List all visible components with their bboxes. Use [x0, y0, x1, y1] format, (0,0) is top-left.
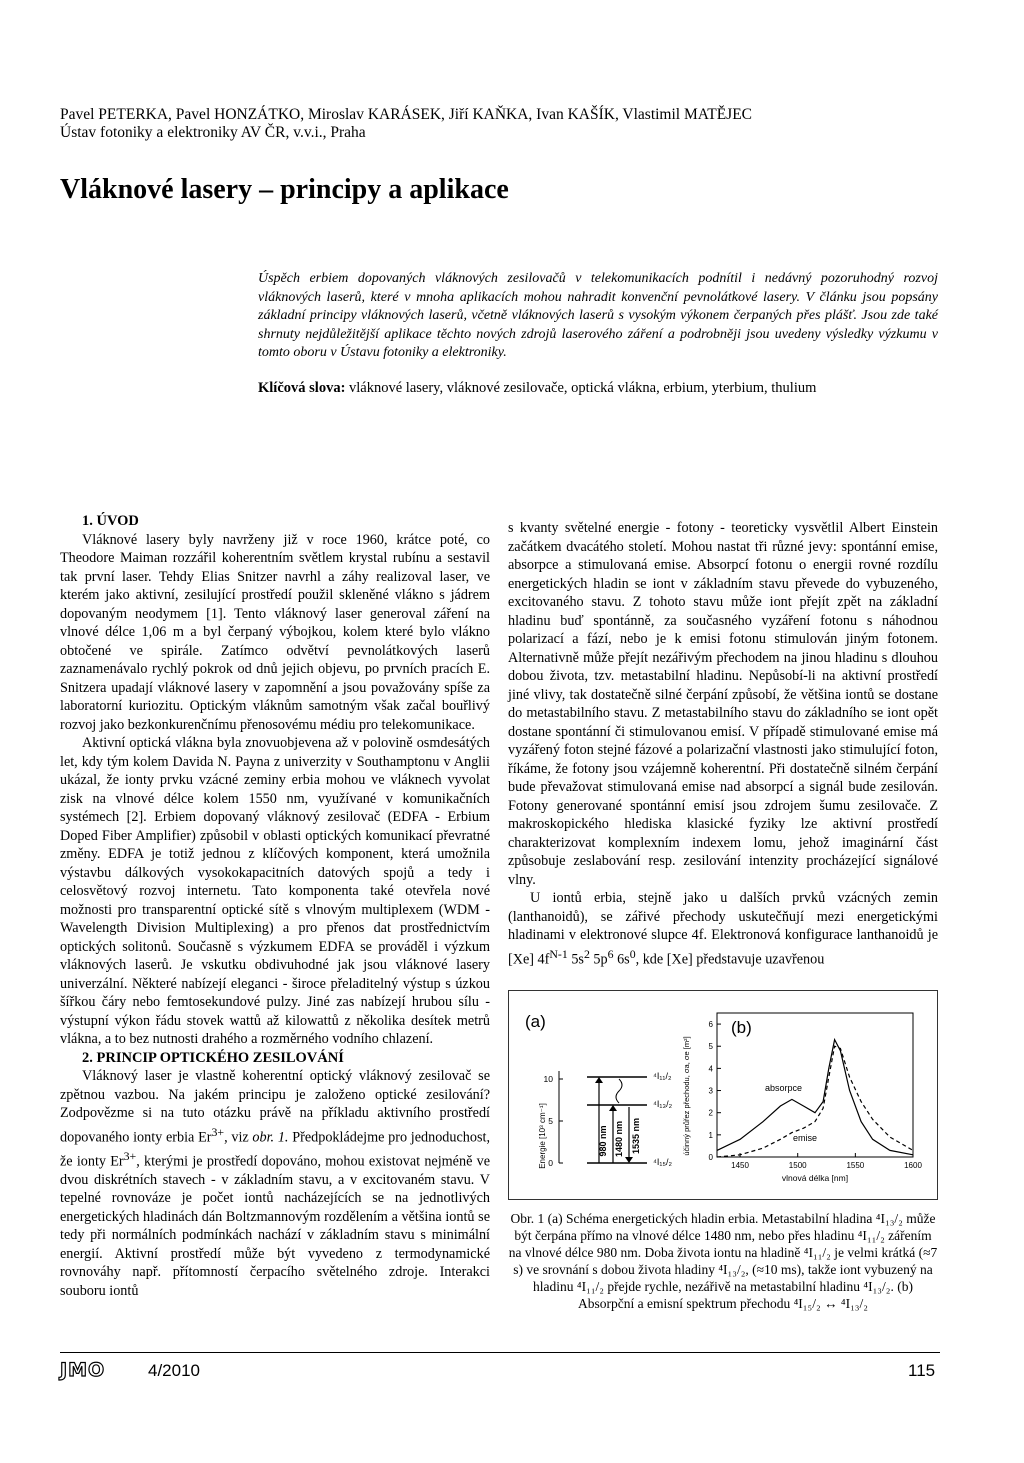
panel-b-label: (b)	[731, 1018, 752, 1037]
x-tick-label: 1550	[846, 1161, 865, 1170]
level-label: ⁴I₁₃/₂	[653, 1099, 673, 1109]
footer-rule	[60, 1352, 940, 1353]
authors: Pavel PETERKA, Pavel HONZÁTKO, Miroslav KARÁSEK, Jiří KAŇKA, Ivan KAŠÍK, Vlastimil MATĚJEC	[60, 106, 753, 123]
a-ytick: 5	[548, 1116, 553, 1126]
y-tick-label: 1	[708, 1130, 713, 1140]
keywords-label: Klíčová slova:	[258, 380, 346, 396]
label-absorpce: absorpce	[765, 1083, 803, 1093]
panel-a-label: (a)	[525, 1012, 546, 1031]
label-emise: emise	[793, 1133, 818, 1143]
abstract: Úspěch erbiem dopovaných vláknových zesilovačů v telekomunikacích podnítil i nedávný pozoruhodný rozvoj vláknových laserů, které v mnoha aplikacích mohou nahradit konvenční pevnolátkové lasery. V článku jsou popsány základní principy vláknových laserů, včetně vláknových laserů s vysokým výkonem čerpaných přes plášť. Jsou zde také shrnuty nejdůležitější aplikace těchto nových zdrojů laserového záření a podrobněji jsou uvedeny výsledky výzkumu v tomto oboru v Ústavu fotoniky a elektroniky.	[258, 271, 938, 360]
y-tick-label: 0	[708, 1153, 713, 1162]
figure-caption	[508, 1210, 938, 1312]
figure-svg	[509, 991, 937, 1199]
x-tick-label: 1500	[788, 1161, 807, 1170]
paragraph: Aktivní optická vlákna byla znovuobjevena až v polovině osmdesátých let, kdy tým kolem Davida N. Payna z univerzity v Southamptonu v Anglii ukázal, že ionty prvku vzácné zeminy erbia mohou ve vláknech vyvolat zisk na vlnové délce kolem 1550 nm, využívané v komunikačních systémech [2]. Erbiem dopovaný vláknový zesilovač (EDFA - Erbium Doped Fiber Amplifier) způsobil v oblasti optických komunikací převratné změny. EDFA je totiž jednou z klíčových komponent, která umožnila výstavbu dálkových vysokokapacitních datových spojů a tedy i celosvětový rozvoj internetu. Tato komponenta také otevřela nové možnosti pro transparentní optické sítě s vlnovým multiplexem (WDM - Wavelength Division Multiplexing) a pro přenos dat prostřednictvím optických solitonů. Současně s výzkumem EDFA se prováděl i výzkum vláknových laserů. Je vskutku obdivuhodné jak jsou vláknové lasery univerzální. Některé nabízejí eleganci - široce přeladitelný výstup s úzkou šířkou čáry nebo femtosekundové pulzy. Jiné zas nabízejí hrubou sílu - výstupní výkon řádu stovek wattů až kilowattů z několika desítek metrů vlákna, a to bez nutnosti drahého a rozměrného vodního chlazení.	[60, 735, 490, 1047]
issue-number: 4/2010	[148, 1361, 200, 1380]
y-tick-label: 3	[708, 1086, 713, 1096]
caption-text: Schéma energetických hladin erbia. Metastabilní hladina ⁴I₁₃/₂ může být čerpána přímo na vlnové délce 1480 nm, nebo přes hladinu ⁴I₁₁/₂ zářením na vlnové délce 980 nm. Doba života iontu na hladině ⁴I₁₁/₂ je velmi krátká (≈7 s) ve srovnání s dobou života hladiny ⁴I₁₃/₂, (≈10 ms), takže iont vybuzený na hladinu ⁴I₁₁/₂ přejde rychle, nezářivě na metastabilní hladinu ⁴I₁₃/₂. (b) Absorpční a emisní spektrum přechodu ⁴I₁₅/₂ ↔ ⁴I₁₃/₂	[508, 1211, 938, 1311]
y-tick-label: 2	[708, 1108, 713, 1118]
journal-logo: JMO	[60, 1359, 106, 1381]
column-right	[508, 519, 938, 969]
a-ytick: 0	[548, 1158, 553, 1168]
nonradiative-arrow	[616, 1079, 622, 1103]
article-title: Vláknové lasery – principy a aplikace	[60, 174, 509, 205]
level-label: ⁴I₁₅/₂	[653, 1157, 673, 1167]
panel-a-ylabel: Energie [10³ cm⁻¹]	[538, 1103, 547, 1169]
panel-b-xlabel: vlnová délka [nm]	[781, 1173, 849, 1183]
b-yticks	[709, 1020, 721, 1162]
section-heading-uvod: 1. ÚVOD	[82, 513, 139, 529]
author-block	[60, 106, 752, 142]
level-label: ⁴I₁₁/₂	[653, 1071, 672, 1081]
y-tick-label: 4	[708, 1064, 713, 1074]
x-tick-label: 1600	[904, 1161, 922, 1170]
figure-1	[508, 990, 938, 1200]
arrow-980-label: 980 nm	[598, 1125, 608, 1157]
keywords-list: vláknové lasery, vláknové zesilovače, optická vlákna, erbium, yterbium, thulium	[349, 380, 817, 396]
paragraph: s kvanty světelné energie - fotony - teoreticky vysvětlil Albert Einstein začátkem dvacátého století. Mohou nastat tři různé jevy: spontánní emise, absorpce a stimulovaná emise. Absorpcí fotonu o energii rovné rozdílu energetických hladin se iont v základním stavu převede do vybuzeného, excitovaného stavu. Z tohoto stavu může iont přejít zpět na základní hladinu buď spontánně, za současného vyzáření fotonu s náhodnou polarizací a fází, nebo je k emisi fotonu stimulován jiným fotonem. Alternativně může přejít nezářivým přechodem na jinou hladinu s dlouhou dobou života, tzv. metastabilní hladinu. Nepůsobí-li na aktivní prostředí jiné vlivy, tak dostatečně silné čerpání způsobí, že většina iontů se dostane do metastabilního stavu. Z metastabilního stavu do základního se iont opět dostane spontánní či stimulovanou emisí. V případě stimulované emise má vyzářený foton stejné fázové a polarizační vlastnosti jako stimulující foton, říkáme, že fotony jsou vzájemně koherentní. Při dostatečně silném čerpání bude převažovat stimulovaná emise nad absorpcí a signál bude zesilován. Fotony generované spontánní emisí jsou zdrojem šumu zesilovače. Z makroskopického hlediska klasické fyziky lze aktivní prostředí charakterizovat komplexním indexem lomu, jehož imaginární část způsobuje zeslabování resp. zesilování intenzity procházející signálové vlny.	[508, 520, 938, 888]
caption-label: Obr. 1 (a)	[510, 1211, 563, 1226]
panel-b-ylabel: účinný průřez přechodu, σa, σe [m²]	[682, 1036, 691, 1156]
arrow-1535-label: 1535 nm	[631, 1117, 641, 1155]
paragraph: Vláknové lasery byly navrženy již v roce 1960, krátce poté, co Theodore Maiman rozzářil koherentním světlem krystal rubínu a sestavil tak první laser. Tehdy Elias Snitzer navrhl a záhy realizoval laser, ve kterém jako aktivní, zesilující prostředí použil skleněné vlákno s jádrem dopovaným neodymem [1]. Tento vláknový laser generoval záření na vlnové délce 1,06 m a byl čerpaný výbojkou, kolem které bylo vlákno obtočené ve spirále. Zatímco odvětví pevnolátkových laserů zaznamenávalo rychlý pokrok od dnů jejich objevu, po prvních pracích E. Snitzera upadají vláknové lasery v zapomnění a jsou považovány spíše za laboratorní kuriozitu. Optickým vláknům samotným však začal bouřlivý rozvoj jako bezkonkurenčnímu přenosovému médiu pro telekomunikace.	[60, 531, 490, 733]
page-number: 115	[908, 1361, 936, 1380]
keywords	[258, 380, 938, 397]
figure-reference: obr. 1.	[252, 1129, 289, 1146]
y-tick-label: 5	[708, 1042, 713, 1052]
y-tick-label: 6	[708, 1020, 713, 1030]
paragraph: U iontů erbia, stejně jako u dalších prvků vzácných zemin (lanthanoidů), se zářivé přechody uskutečňují mezi energetickými hladinami v elektronové slupce 4f. Elektronová konfigurace lanthanoidů je [Xe] $4f^{N-1}$ $5s^2$ $5p^6$ $6s^0$, kde [Xe] představuje uzavřenou	[508, 890, 938, 968]
affiliation: Ústav fotoniky a elektroniky AV ČR, v.v.i., Praha	[60, 124, 366, 141]
paragraph: Vláknový laser je vlastně koherentní optický vláknový zesilovač se zpětnou vazbou. Na jakém principu je založeno optické zesilování? Zodpovězme si na tuto otázku právě na příkladu aktivního prostředí dopovaného ionty erbia $Er^{3+}$, viz obr. 1. Předpokládejme pro jednoduchost, že ionty $Er^{3+}$, kterými je prostředí dopováno, mohou existovat nejméně ve dvou diskrétních stavech - v základním stavu, a v excitovaném stavu. V tepelné rovnováze je počet iontů nacházejících se na jednotlivých energetických hladinách dán Boltzmannovým rozdělením a většina iontů se tedy při normálních podmínkách nachází v základním stavu s minimální energií. Aktivní prostředí může být vyvedeno z termodynamické rovnováhy např. přítomností čerpacího světelného zdroje. Interakci souboru iontů	[60, 1068, 490, 1299]
a-ytick: 10	[543, 1074, 553, 1084]
b-xticks	[731, 1153, 922, 1170]
arrow-1480-label: 1480 nm	[614, 1120, 624, 1158]
column-left	[60, 512, 490, 1300]
section-heading-princip: 2. PRINCIP OPTICKÉHO ZESILOVÁNÍ	[82, 1049, 344, 1066]
x-tick-label: 1450	[731, 1161, 749, 1170]
